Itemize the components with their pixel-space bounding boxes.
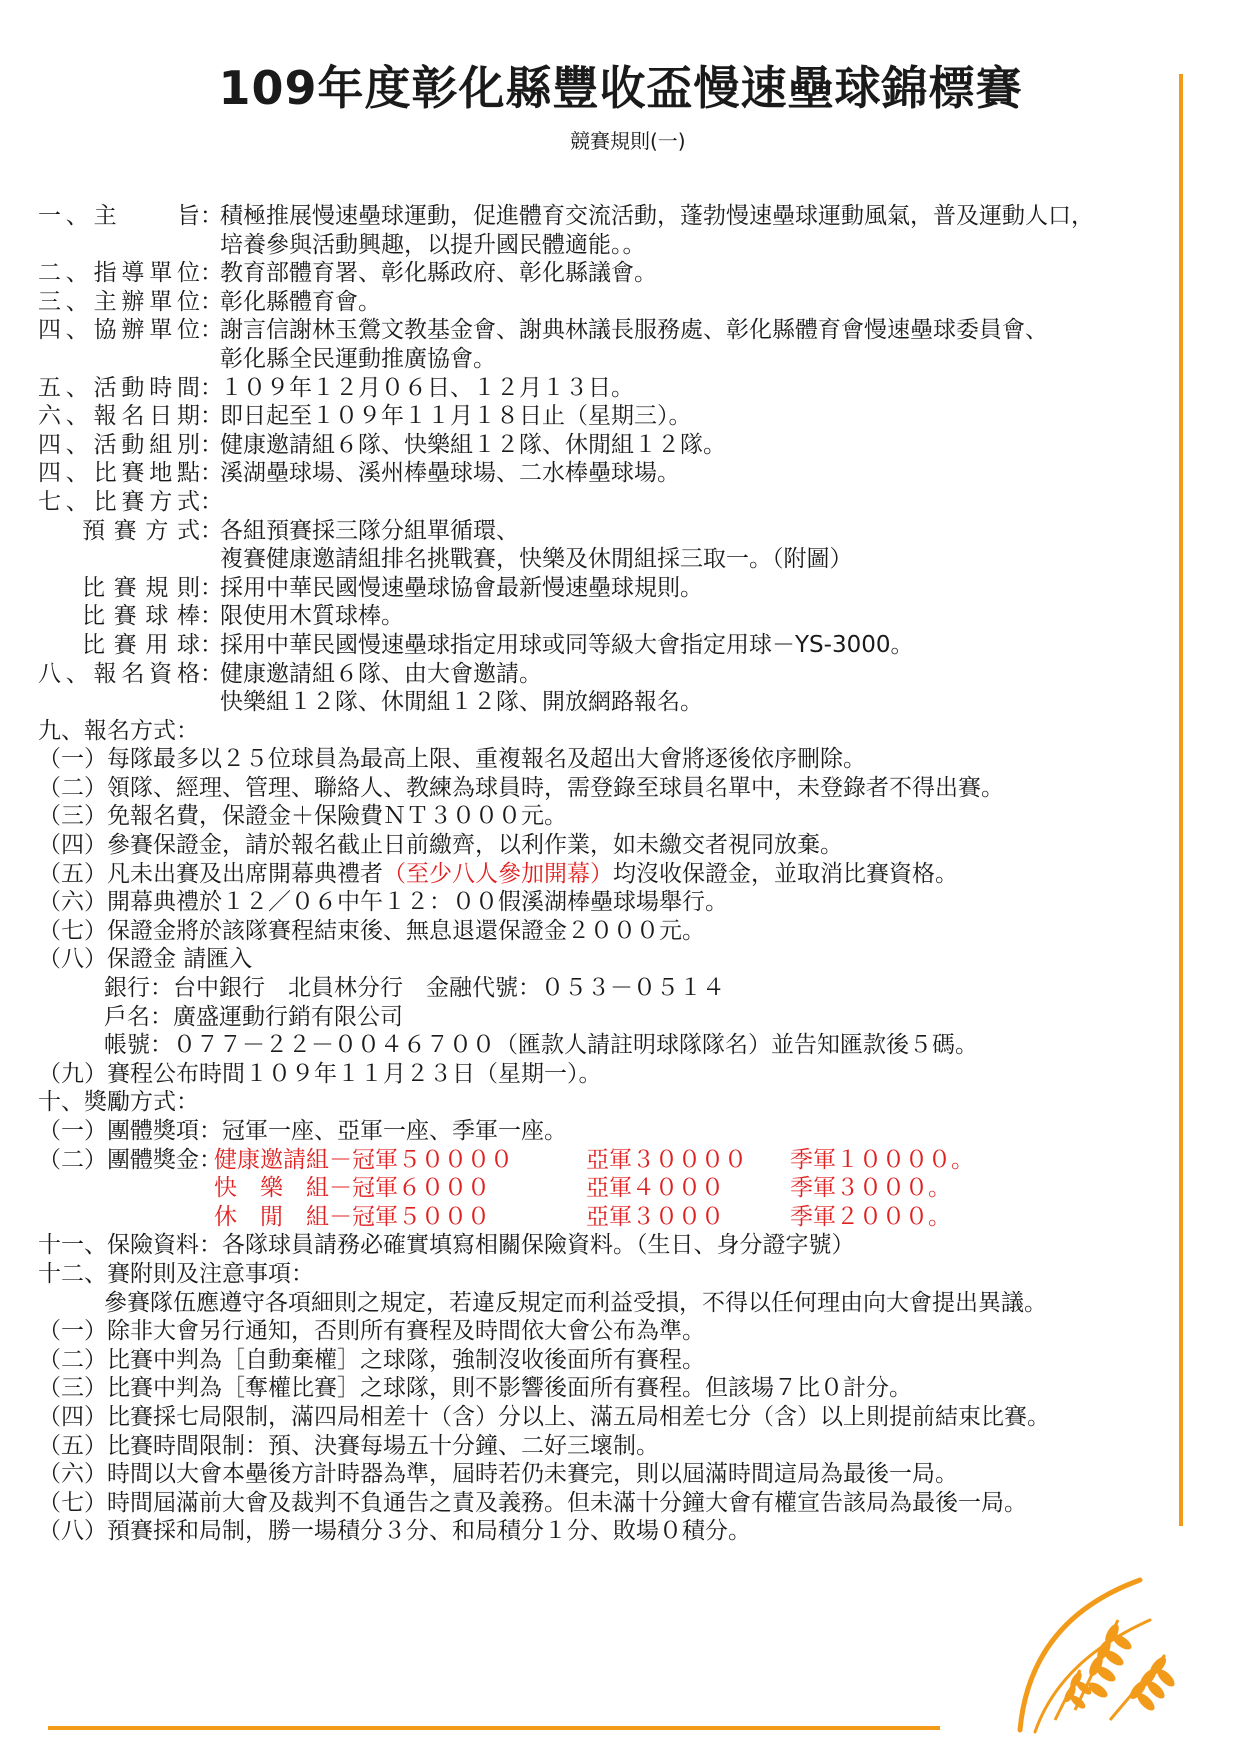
- list-item: （五）比賽時間限制：預、決賽每場五十分鐘、二好三壞制。: [38, 1432, 659, 1459]
- prize-row: [38, 1174, 1178, 1203]
- prize-row: （二）團體獎金： 健康邀請組－冠軍５００００ 亞軍３００００ 季軍１００００。: [38, 1146, 974, 1173]
- list-item: （八）預賽採和局制，勝一場積分３分、和局積分１分、敗場０積分。: [38, 1518, 751, 1545]
- rules-body: [38, 202, 1178, 1546]
- bottom-border-line: [48, 1726, 940, 1730]
- list-item: （四）參賽保證金，請於報名截止日前繳齊，以利作業，如未繳交者視同放棄。: [38, 832, 843, 859]
- list-item: （三）比賽中判為［奪權比賽］之球隊，則不影響後面所有賽程。但該場７比０計分。: [38, 1375, 912, 1402]
- wheat-icon: [1000, 1560, 1180, 1740]
- bank-info: 銀行：台中銀行 北員林分行 金融代號：０５３－０５１４: [104, 975, 725, 1002]
- section-organizer: 三、主辦單位 ： 彰化縣體育會。: [38, 288, 381, 315]
- list-item: （四）比賽採七局限制，滿四局相差十（含）分以上、滿五局相差七分（含）以上則提前結束比賽。: [38, 1403, 1050, 1430]
- prize-third: 季軍１００００。: [790, 1146, 974, 1173]
- section-purpose: 一、主 旨 ： 積極推展慢速壘球運動，促進體育交流活動，蓬勃慢速壘球運動風氣，普及運動人口，: [38, 203, 1094, 229]
- list-item: （二）領隊、經理、管理、聯絡人、教練為球員時，需登錄至球員名單中，未登錄者不得出賽。: [38, 774, 1004, 801]
- prize-second: 亞軍３０００: [586, 1203, 724, 1230]
- list-item: （一）團體獎項：冠軍一座、亞軍一座、季軍一座。: [38, 1118, 567, 1144]
- prize-row: [38, 1203, 1178, 1232]
- list-item: （九）賽程公布時間１０９年１１月２３日（星期一）。: [38, 1060, 602, 1087]
- section-divisions: 四、活動組別 ： 健康邀請組６隊、快樂組１２隊、休閒組１２隊。: [38, 431, 726, 458]
- format-preliminary: 預賽方式 ： 各組預賽採三隊分組單循環、: [82, 517, 519, 544]
- list-item: （七）時間屆滿前大會及裁判不負通告之責及義務。但未滿十分鐘大會有權宣告該局為最後一局。: [38, 1489, 1027, 1516]
- section-format: 七、比賽方式 ：: [38, 488, 223, 515]
- page-title: 109年度彰化縣豐收盃慢速壘球錦標賽: [218, 61, 1023, 115]
- section-notes: 十二、賽附則及注意事項：: [38, 1260, 314, 1287]
- format-rules: 比賽規則 ： 採用中華民國慢速壘球協會最新慢速壘球規則。: [82, 574, 703, 601]
- section-label: 一、主 旨: [38, 203, 200, 229]
- list-item: （六）開幕典禮於１２／０６中午１２：００假溪湖棒壘球場舉行。: [38, 889, 728, 916]
- prize-group: 快 樂 組－冠軍６０００: [214, 1175, 490, 1202]
- list-item: （三）免報名費，保證金＋保險費ＮＴ３０００元。: [38, 803, 567, 830]
- prize-second: 亞軍４０００: [586, 1175, 724, 1202]
- format-preliminary-cont: 複賽健康邀請組排名挑戰賽，快樂及休閒組採三取一。（附圖）: [220, 546, 853, 573]
- notes-intro: 參賽隊伍應遵守各項細則之規定，若違反規定而利益受損，不得以任何理由向大會提出異議。: [104, 1289, 1047, 1316]
- format-balls: 比賽用球 ： 採用中華民國慢速壘球指定用球或同等級大會指定用球－YS-3000。: [82, 631, 914, 658]
- page-subtitle: 競賽規則(一): [570, 129, 686, 153]
- prize-third: 季軍３０００。: [790, 1175, 951, 1202]
- section-guidance: 二、指導單位 ： 教育部體育署、彰化縣政府、彰化縣議會。: [38, 260, 657, 287]
- list-item: （五）凡未出賽及出席開幕典禮者 （至少八人參加開幕） 均沒收保證金，並取消比賽資格。: [38, 860, 958, 887]
- section-co-organizer-cont: 彰化縣全民運動推廣協會。: [220, 345, 496, 372]
- list-item: （八）保證金 請匯入: [38, 946, 253, 973]
- prize-group: 休 閒 組－冠軍５０００: [214, 1203, 490, 1230]
- section-text: 積極推展慢速壘球運動，促進體育交流活動，蓬勃慢速壘球運動風氣，普及運動人口，: [220, 203, 1094, 229]
- highlight-note: （至少八人參加開幕）: [383, 860, 613, 887]
- list-item: （七）保證金將於該隊賽程結束後、無息退還保證金２０００元。: [38, 917, 705, 944]
- list-item: （一）除非大會另行通知，否則所有賽程及時間依大會公布為準。: [38, 1318, 705, 1345]
- list-item: （二）比賽中判為［自動棄權］之球隊，強制沒收後面所有賽程。: [38, 1346, 705, 1373]
- right-border-line: [1179, 74, 1183, 1526]
- format-bats: 比賽球棒 ： 限使用木質球棒。: [82, 603, 404, 630]
- section-co-organizer: 四、協辦單位 ： 謝言信謝林玉鶯文教基金會、謝典林議長服務處、彰化縣體育會慢速壘球委員會、: [38, 317, 1048, 344]
- section-eligibility-cont: 快樂組１２隊、休閒組１２隊、開放網路報名。: [220, 689, 703, 716]
- prize-second: 亞軍３００００: [586, 1146, 747, 1173]
- section-registration-method: 九、報名方式：: [38, 717, 199, 744]
- section-purpose-cont: 培養參與活動興趣，以提升國民體適能。。: [220, 231, 646, 258]
- section-venues: 四、比賽地點 ： 溪湖壘球場、溪州棒壘球場、二水棒壘球場。: [38, 460, 680, 487]
- account-number: 帳號：０７７－２２－００４６７００（匯款人請註明球隊隊名）並告知匯款後５碼。: [104, 1032, 978, 1059]
- section-insurance: 十一、保險資料：各隊球員請務必確實填寫相關保險資料。（生日、身分證字號）: [38, 1232, 855, 1259]
- section-event-dates: 五、活動時間 ： １０９年１２月０６日、１２月１３日。: [38, 374, 634, 401]
- account-name: 戶名：廣盛運動行銷有限公司: [104, 1003, 403, 1030]
- prize-group: 健康邀請組－冠軍５００００: [214, 1146, 513, 1173]
- list-item: （一）每隊最多以２５位球員為最高上限、重複報名及超出大會將逐後依序刪除。: [38, 746, 866, 773]
- section-awards: 十、獎勵方式：: [38, 1089, 199, 1116]
- section-registration-dates: 六、報名日期 ： 即日起至１０９年１１月１８日止（星期三）。: [38, 403, 692, 430]
- section-eligibility: 八、報名資格 ： 健康邀請組６隊、由大會邀請。: [38, 660, 542, 687]
- prize-third: 季軍２０００。: [790, 1203, 951, 1230]
- list-item: （六）時間以大會本壘後方計時器為準，屆時若仍未賽完，則以屆滿時間這局為最後一局。: [38, 1461, 958, 1488]
